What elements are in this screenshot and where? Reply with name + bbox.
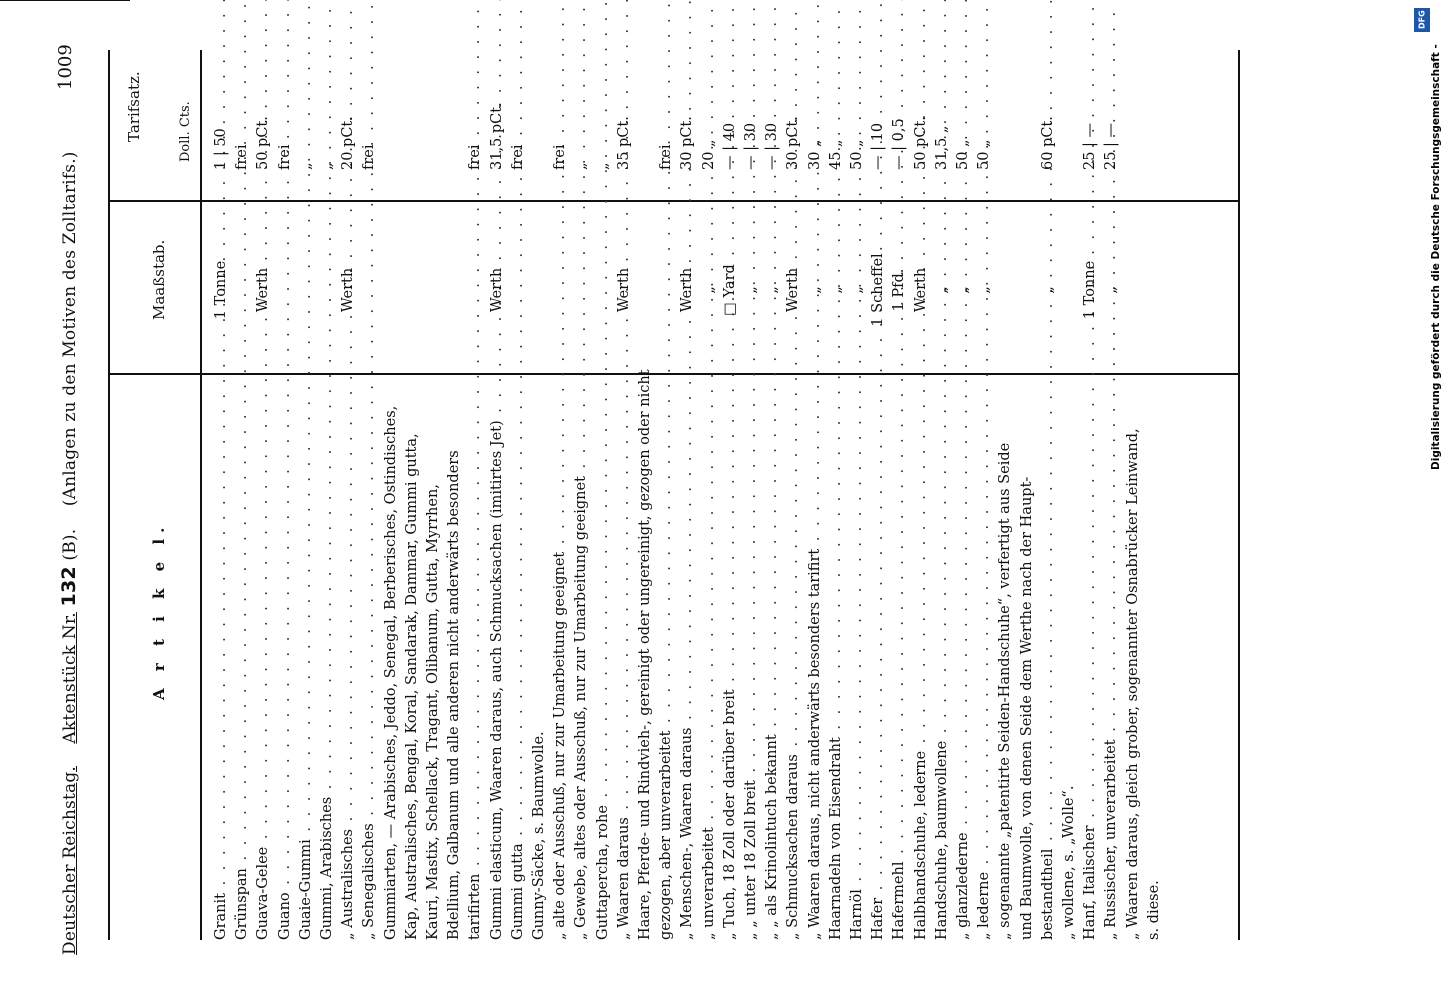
artikel-cell: und Baumwolle, von denen Seide dem Werthe nach der Haupt- <box>1018 476 1035 940</box>
tarifsatz-cell: frei <box>467 144 484 170</box>
artikel-cell: Gunny-Säcke, s. Baumwolle. <box>531 731 547 940</box>
table-row <box>297 0 315 1000</box>
tarifsatz-cell: 1 | 50 <box>213 128 229 170</box>
running-head-number: 132 <box>58 566 80 607</box>
table-row <box>360 0 378 1000</box>
table-row <box>530 0 548 1000</box>
artikel-cell: s. diese. <box>1145 880 1162 940</box>
table-row <box>848 0 866 1000</box>
tarifsatz-cell: „ <box>319 162 335 170</box>
tarifsatz-cell: — | 30 <box>743 122 759 170</box>
artikel-cell: Haare, Pferde- und Rindvieh-, gereinigt oder ungereinigt, gezogen oder nicht <box>637 369 653 940</box>
massstab-cell: Werth <box>785 267 802 313</box>
artikel-cell: Gummiarten, — Arabisches, Jeddo, Senegal, Berberisches, Ostindisches, <box>382 405 399 940</box>
artikel-cell: „ Australisches . . . <box>339 380 357 940</box>
massstab-cell: Werth <box>912 267 929 313</box>
massstab-cell: Werth <box>488 267 505 313</box>
table-row <box>254 0 272 1000</box>
tarifsatz-cell: 35 pCt. <box>615 116 632 170</box>
artikel-cell: „ alte oder Ausschuß, nur zur Umarbeitung geeignet . . . <box>551 380 569 940</box>
tarifsatz-cell: frei <box>361 144 378 170</box>
table-row <box>233 0 251 1000</box>
massstab-cell: Werth <box>340 267 357 313</box>
artikel-cell: „ „ unter 18 Zoll breit . . . <box>742 380 760 940</box>
tarifsatz-cell: 50 pCt. <box>255 116 272 170</box>
table-row <box>382 0 400 1000</box>
artikel-cell: Grünspan . . . <box>233 380 251 940</box>
artikel-cell: „ „ als Krinolintuch bekannt . . . <box>763 380 781 940</box>
massstab-cell: „ <box>743 286 759 294</box>
tarifsatz-cell: 30 pCt. <box>785 116 802 170</box>
artikel-cell: „ Tuch, 18 Zoll oder darüber breit . . . <box>721 380 739 940</box>
massstab-cell: „ <box>933 286 950 294</box>
tarifsatz-cell: 50 „ <box>976 139 993 170</box>
massstab-cell: Werth <box>679 267 696 313</box>
table-row <box>615 0 633 1000</box>
tarifsatz-cell: 31,5 pCt. <box>488 102 505 170</box>
massstab-cell: „ <box>976 286 993 294</box>
table-row <box>1102 0 1120 1000</box>
artikel-cell: „ glanzlederne . . . <box>954 380 972 940</box>
tarifsatz-cell: frei <box>509 144 526 170</box>
table-row <box>636 0 654 1000</box>
massstab-cell: „ <box>827 286 844 294</box>
tarifsatz-cell: — | 10 <box>870 122 887 170</box>
tarifsatz-cell: „ <box>594 162 611 170</box>
table-row <box>933 0 951 1000</box>
massstab-cell: „ <box>1103 286 1120 294</box>
massstab-cell: „ <box>1039 286 1056 294</box>
artikel-cell: Kap, Australisches, Bengal, Koral, Sandarak, Dammar, Gummi gutta, <box>403 433 420 940</box>
artikel-cell: „ Russischer, unverarbeitet . . . <box>1102 380 1120 940</box>
running-head-part: (B). <box>60 528 80 561</box>
table-row <box>996 0 1014 1000</box>
header-bottom-rule <box>200 50 202 940</box>
artikel-cell: bestandtheil . . . <box>1039 380 1057 940</box>
massstab-cell: 1 Pfd. <box>891 268 908 312</box>
table-row <box>1060 0 1078 1000</box>
table-row <box>912 0 930 1000</box>
artikel-cell: Gummi gutta . . . <box>509 380 527 940</box>
tarifsatz-cell: — | 30 <box>764 122 781 170</box>
table-row <box>572 0 590 1000</box>
artikel-cell: „ Waaren daraus, nicht anderwärts besonders tarifirt . . . <box>806 380 824 940</box>
table-row <box>657 0 675 1000</box>
table-row <box>890 0 908 1000</box>
table-row <box>339 0 357 1000</box>
massstab-cell: 1 Tonne <box>1082 260 1099 320</box>
table-row <box>784 0 802 1000</box>
massstab-cell: „ <box>806 286 823 294</box>
artikel-cell: Hafermehl . . . <box>890 380 908 940</box>
tarifsatz-cell: 25 | — <box>1082 122 1099 170</box>
artikel-cell: Guava-Gelee . . . <box>254 380 272 940</box>
running-head-anlagen: (Anlagen zu den Motiven des Zolltarifs.) <box>60 151 80 507</box>
table-bottom-rule <box>1238 50 1240 940</box>
dfg-logo: DFG <box>1414 8 1430 32</box>
tarifsatz-cell: „ <box>573 162 590 170</box>
massstab-cell: Werth <box>615 267 632 313</box>
table-row <box>721 0 739 1000</box>
artikel-cell: Guano . . . <box>276 380 294 940</box>
table-row <box>276 0 294 1000</box>
table-row <box>678 0 696 1000</box>
artikel-cell: gezogen, aber unverarbeitet . . . <box>657 380 675 940</box>
table-row <box>551 0 569 1000</box>
massstab-cell: „ <box>700 286 717 294</box>
artikel-cell: tarifirten . . . <box>466 380 484 940</box>
tarifsatz-cell: frei <box>552 144 569 170</box>
table-row <box>975 0 993 1000</box>
table-row <box>403 0 421 1000</box>
artikel-cell: Hafer . . . <box>869 380 887 940</box>
massstab-cell: 1 Scheffel <box>870 253 887 327</box>
tarifsatz-cell: 30 pCt. <box>679 116 696 170</box>
artikel-cell: „ unverarbeitet . . . <box>700 380 718 940</box>
artikel-cell: Guttapercha, rohe . . . <box>594 380 612 940</box>
table-row <box>869 0 887 1000</box>
tarifsatz-cell: 45 „ <box>827 139 844 170</box>
artikel-cell: Guaie-Gummi . . . <box>297 380 315 940</box>
tarifsatz-cell: frei <box>234 144 251 170</box>
artikel-cell: Gummi, Arabisches . . . <box>318 380 336 940</box>
massstab-cell: „ <box>955 286 971 294</box>
artikel-cell: Halbhandschuhe, lederne . . . <box>912 380 930 940</box>
artikel-cell: „ lederne . . . <box>975 380 993 940</box>
page-number: 1009 <box>55 44 76 90</box>
table-row <box>954 0 972 1000</box>
artikel-cell: Handschuhe, baumwollene . . . <box>933 380 951 940</box>
table-top-rule <box>108 50 110 940</box>
table-row <box>424 0 442 1000</box>
tarifsatz-cell: 50 pCt. <box>912 116 929 170</box>
artikel-cell: Kauri, Mastix, Schellack, Tragant, Olibanum, Gutta, Myrrhen, <box>425 484 441 940</box>
tarifsatz-cell: 30 „ <box>806 139 823 170</box>
table-row <box>488 0 506 1000</box>
tarifsatz-cell: 50 „ <box>849 139 865 170</box>
table-row <box>212 0 230 1000</box>
running-head-aktenstueck: Aktenstück Nr. <box>60 612 80 744</box>
artikel-cell: Haarnadeln von Eisendraht . . . <box>827 380 845 940</box>
table-row <box>318 0 336 1000</box>
artikel-cell: „ Waaren daraus . . . <box>615 380 633 940</box>
running-head-reichstag: Deutscher Reichstag. <box>60 766 80 955</box>
artikel-cell: Gummi elasticum, Waaren daraus, auch Schmucksachen (imitirtes Jet) . . . <box>488 380 506 940</box>
table-row <box>466 0 484 1000</box>
massstab-cell: „ <box>764 286 781 294</box>
table-row <box>1145 0 1163 1000</box>
tarifsatz-cell: 20 pCt. <box>340 116 357 170</box>
table-row <box>763 0 781 1000</box>
tarifsatz-header: Tarifsatz. <box>125 71 143 142</box>
table-row <box>700 0 718 1000</box>
artikel-cell: „ Schmucksachen daraus . . . <box>784 380 802 940</box>
tarifsatz-cell: 60 pCt. <box>1039 116 1056 170</box>
table-row <box>445 0 463 1000</box>
tarifsatz-cell: 25 | — <box>1103 122 1120 170</box>
artikel-cell: Granit . . . <box>212 380 230 940</box>
table-row <box>806 0 824 1000</box>
credit-line: Digitalisierung gefördert durch die Deutsche Forschungsgemeinschaft - <box>1430 44 1442 470</box>
artikel-cell: „ Senegalisches . . . <box>360 380 378 940</box>
tarifsatz-cell: „ <box>297 162 314 170</box>
tarifsatz-cell: — | 40 <box>721 122 738 170</box>
tarifsatz-cell: frei <box>658 144 675 170</box>
doll-cts-header: Doll. Cts. <box>178 101 193 162</box>
tarifsatz-cell: — | 0,5 <box>891 118 908 170</box>
table-row <box>742 0 760 1000</box>
artikel-cell: „ sogenannte „patentirte Seiden-Handschuhe“, verfertigt aus Seide <box>997 442 1014 940</box>
artikel-cell: Hanf, Italischer . . . <box>1081 380 1099 940</box>
artikel-cell: „ Menschen-, Waaren daraus . . . <box>678 380 696 940</box>
tarifsatz-cell: 20 „ <box>700 139 717 170</box>
artikel-cell: „ Waaren daraus, gleich grober, sogenannter Osnabrücker Leinwand, <box>1124 428 1141 940</box>
artikel-header: A r t i k e l. <box>150 521 168 700</box>
tarifsatz-cell: frei <box>276 144 293 170</box>
table-row <box>1081 0 1099 1000</box>
massstab-cell: Werth <box>255 267 272 313</box>
table-row <box>1018 0 1036 1000</box>
table-row <box>827 0 845 1000</box>
artikel-cell: Bdellium, Galbanum und alle anderen nicht anderwärts besonders <box>446 450 463 940</box>
artikel-cell: „ wollene, s. „Wolle“. <box>1061 785 1077 940</box>
massstab-cell: 1 Tonne <box>213 260 229 320</box>
massstab-cell: „ <box>849 286 865 294</box>
artikel-cell: Harnöl . . . <box>848 380 866 940</box>
table-row <box>509 0 527 1000</box>
massstab-cell: □ Yard <box>721 264 738 316</box>
table-row <box>1124 0 1142 1000</box>
tarifsatz-cell: 31,5 „ <box>933 125 950 170</box>
massstab-header: Maaßstab. <box>150 239 168 320</box>
artikel-cell: „ Gewebe, altes oder Ausschuß, nur zur Umarbeitung geeignet . . . <box>572 380 590 940</box>
table-row <box>1039 0 1057 1000</box>
tarifsatz-cell: 50 „ <box>955 139 971 170</box>
table-row <box>594 0 612 1000</box>
running-head <box>58 151 80 955</box>
